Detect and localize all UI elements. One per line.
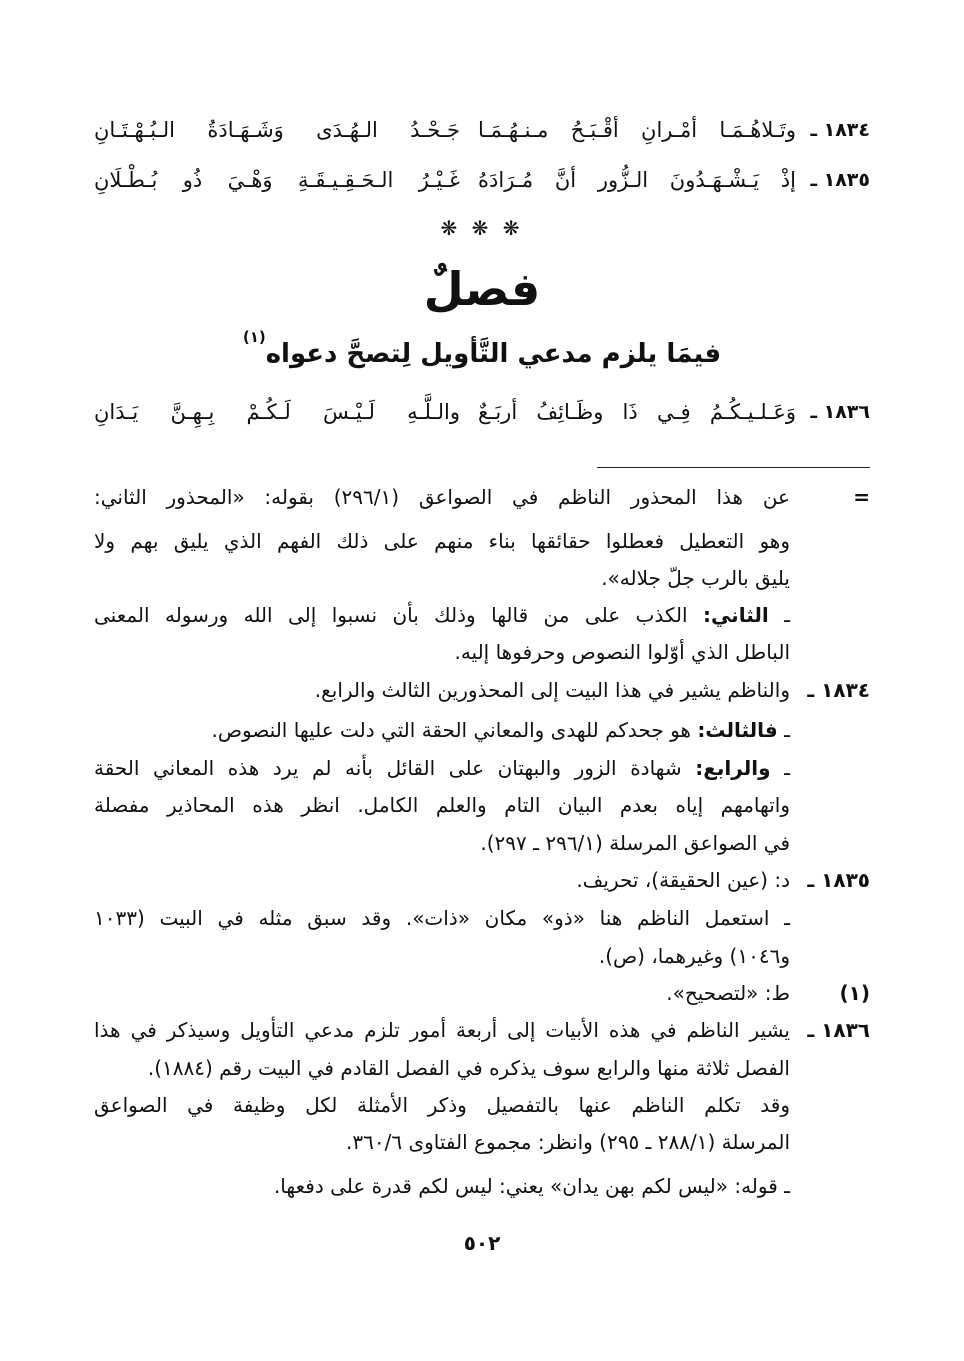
verse-second-hemistich: جَـحْـدُ الـهُـدَى وَشَـهَـادَةُ الـبُـهْـتَـانِ xyxy=(94,118,460,142)
footnote-term: فالثالث: xyxy=(697,718,778,742)
footnote-line: والناظم يشير في هذا البيت إلى المحذورين الثالث والرابع. xyxy=(314,678,790,702)
footnote-line-text: هو جحدكم للهدى والمعاني الحقة التي دلت عليها النصوص. xyxy=(211,718,698,742)
section-subtitle xyxy=(0,328,964,376)
footnote-line: في الصواعق المرسلة (٢٩٦/١ ـ ٢٩٧). xyxy=(480,831,790,855)
verse-second-hemistich: والـلَّـهِ لَـيْـسَ لَـكُـمْ بِـهِـنَّ يَـدَانِ xyxy=(94,400,460,424)
footnote-marker: ١٨٣٦ ـ xyxy=(807,1018,870,1042)
verse-number: ١٨٣٤ ـ xyxy=(810,119,870,141)
footnote-line: عن هذا المحذور الناظم في الصواعق (٢٩٦/١) بقوله: «المحذور الثاني: xyxy=(94,485,790,509)
footnote-dash: ـ xyxy=(770,756,790,780)
footnote-marker: (١) xyxy=(839,981,870,1005)
section-title: فصلٌ xyxy=(423,262,541,316)
footnote-line: يشير الناظم في هذه الأبيات إلى أربعة أمور تلزم مدعي التأويل وسيذكر في هذا xyxy=(94,1018,790,1042)
footnote-marker: ١٨٣٤ ـ xyxy=(807,678,870,702)
footnote-line: ـ قوله: «ليس لكم بهن يدان» يعني: ليس لكم قدرة على دفعها. xyxy=(273,1174,790,1198)
footnote-line: الباطل الذي أوّلوا النصوص وحرفوها إليه. xyxy=(454,640,790,664)
footnote-line: المرسلة (٢٨٨/١ ـ ٢٩٥) وانظر: مجموع الفتاوى ٣٦٠/٦. xyxy=(346,1130,790,1154)
footnote-dash: ـ xyxy=(777,718,790,742)
footnote-marker: = xyxy=(853,485,870,509)
verse-second-hemistich: غَـيْـرُ الـحَـقِـيـقَـةِ وَهْـيَ ذُو بُـطْـلَانِ xyxy=(94,168,460,192)
footnote-marker: ١٨٣٥ ـ xyxy=(807,868,870,892)
footnote-reference: (١) xyxy=(242,328,266,346)
verse-row xyxy=(0,110,964,150)
footnote-line: د: (عين الحقيقة)، تحريف. xyxy=(576,868,790,892)
verse-row xyxy=(0,160,964,200)
verse-first-hemistich: وَعَـلـيـكُـمُ فِـي ذَا وظَـائِفُ أربَـعٌ xyxy=(478,400,796,424)
verse-first-hemistich: إذْ يَـشْـهَـدُونَ الـزُّور أنَّ مُـرَادَهُ xyxy=(478,168,796,192)
footnote-line-text: الكذب على من قالها وذلك بأن نسبوا إلى الله ورسوله المعنى xyxy=(94,603,703,627)
section-subtitle-text: فيمَا يلزم مدعي التَّأويل لِتصحَّ دعواه xyxy=(265,339,722,369)
page-number: ٥٠٢ xyxy=(463,1231,501,1255)
verse-first-hemistich: وتَـلاهُـمَـا أمْـرانِ أقْـبَـحُ مـنـهُـمَـا xyxy=(478,118,796,142)
footnote-term: والرابع: xyxy=(695,756,771,780)
footnote-line xyxy=(94,752,790,784)
verse-row xyxy=(0,392,964,432)
verse-number: ١٨٣٦ ـ xyxy=(810,401,870,423)
footnote-line xyxy=(94,714,790,746)
verse-number: ١٨٣٥ ـ xyxy=(810,169,870,191)
section-ornament: ❋ ❋ ❋ xyxy=(440,216,524,240)
footnote-line: ـ استعمل الناظم هنا «ذو» مكان «ذات». وقد سبق مثله في البيت (١٠٣٣ xyxy=(94,906,790,930)
footnote-line: ط: «لتصحيح». xyxy=(666,981,790,1005)
footnote-line: وهو التعطيل فعطلوا حقائقها بناء منهم على ذلك الفهم الذي يليق بهم ولا xyxy=(94,529,790,553)
footnote-line xyxy=(94,599,790,631)
footnote-line-text: شهادة الزور والبهتان على القائل بأنه لم يرد هذه المعاني الحقة xyxy=(94,756,696,780)
footnote-line: يليق بالرب جلّ جلاله». xyxy=(601,566,790,590)
footnote-term: الثاني: xyxy=(702,603,769,627)
footnote-separator xyxy=(597,467,870,468)
footnote-line: و١٠٤٦) وغيرهما، (ص). xyxy=(598,944,790,968)
footnote-dash: ـ xyxy=(768,603,790,627)
footnote-line: الفصل ثلاثة منها والرابع سوف يذكره في الفصل القادم في البيت رقم (١٨٨٤). xyxy=(147,1056,790,1080)
footnote-line: وقد تكلم الناظم عنها بالتفصيل وذكر الأمثلة لكل وظيفة في الصواعق xyxy=(94,1093,790,1117)
footnote-line: واتهامهم إياه بعدم البيان التام والعلم الكامل. انظر هذه المحاذير مفصلة xyxy=(94,793,790,817)
